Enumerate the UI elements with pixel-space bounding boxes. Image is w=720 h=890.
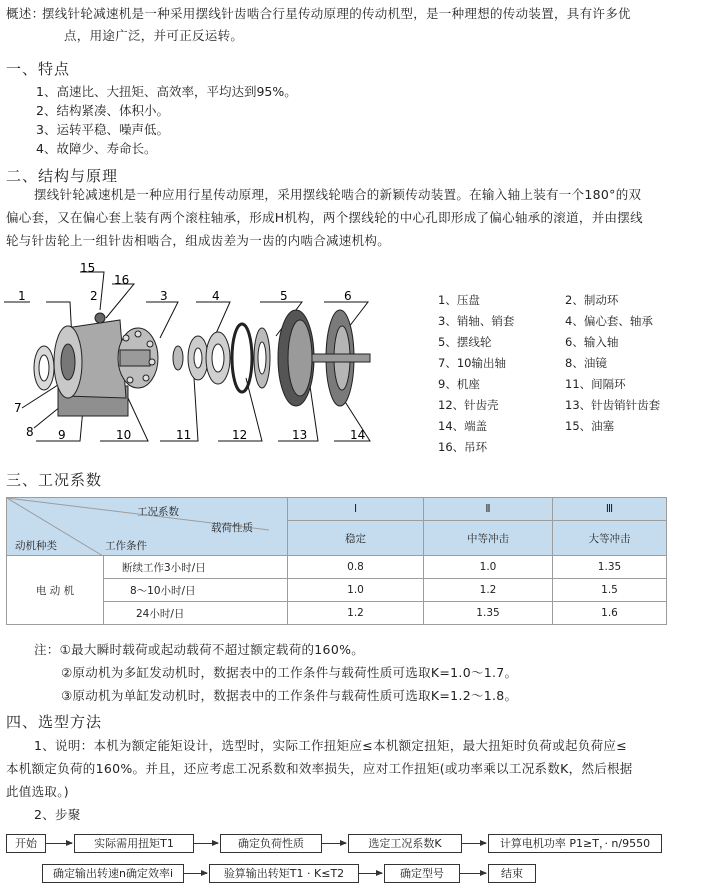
overview-line-1: 摆线针轮减速机是一种采用摆线针齿啮合行星传动原理的传动机型，是一种理想的传动装置，具有许多优 [42,6,631,21]
structure-line-1: 摆线针轮减速机是一种应用行星传动原理，采用摆线轮啮合的新颖传动装置。在输入轴上装有一个180°的双 [34,187,642,202]
col-desc-3: 大等冲击 [553,521,667,556]
flow-step-model: 确定型号 [384,864,460,883]
table-corner-header [7,498,288,556]
flow-arrow [45,843,72,844]
header-factor: 工况系数 [137,506,179,518]
part-item: 6、输入轴 [565,335,619,349]
flow-arrow [461,843,486,844]
flow-arrow [321,843,346,844]
selection-line-2: 本机额定负荷的160%。并且，还应考虑工况系数和效率损失，应对工作扭矩(或功率乘以工况系数K，然后根据 [6,761,633,776]
feature-item: 2、结构紧凑、体积小。 [36,103,169,118]
structure-heading: 二、结构与原理 [6,167,119,185]
flow-step-end: 结束 [488,864,536,883]
feature-item: 4、故障少、寿命长。 [36,141,157,156]
label-13: 13 [292,428,308,442]
part-item: 7、10输出轴 [438,356,506,370]
overview-line-2: 点，用途广泛，并可正反运转。 [64,28,244,43]
part-item: 2、制动环 [565,293,619,307]
note-3: ③原动机为单缸发动机时，数据表中的工作条件与载荷性质可选取K=1.2～1.8。 [61,688,518,703]
part-item: 9、机座 [438,377,480,391]
col-header-1: Ⅰ [288,498,424,521]
label-8: 8 [26,425,34,439]
label-5: 5 [280,289,288,303]
label-2: 2 [90,289,98,303]
part-item: 8、油镜 [565,356,607,370]
label-15: 15 [80,261,96,275]
value-cell: 1.6 [553,602,667,625]
value-cell: 1.35 [424,602,553,625]
part-item: 14、端盖 [438,419,488,433]
label-4: 4 [212,289,220,303]
reducer-exploded-diagram [0,258,390,448]
motor-cell: 电 动 机 [7,556,104,625]
note-2: ②原动机为多缸发动机时，数据表中的工作条件与载荷性质可选取K=1.0～1.7。 [61,665,518,680]
flow-arrow [193,843,218,844]
part-item: 5、摆线轮 [438,335,492,349]
value-cell: 1.2 [288,602,424,625]
conditions-heading: 三、工况系数 [6,471,103,489]
table-row [7,579,667,602]
part-item: 11、间隔环 [565,377,626,391]
steps-heading: 2、步聚 [34,807,81,822]
label-11: 11 [176,428,192,442]
cond-cell: 24小时/日 [104,602,288,625]
value-cell: 1.5 [553,579,667,602]
table-row [7,556,667,579]
flow-arrow [358,873,382,874]
feature-item: 1、高速比、大扭矩、高效率，平均达到95%。 [36,84,297,99]
label-16: 16 [114,273,130,287]
flow-step-load: 确定负荷性质 [220,834,322,853]
flow-arrow [183,873,207,874]
col-header-3: Ⅲ [553,498,667,521]
structure-line-2: 偏心套，又在偏心套上装有两个滚柱轴承，形成H机构，两个摆线轮的中心孔即形成了偏心轴承的滚道，并由摆线 [6,210,643,225]
note-1: 注：①最大瞬时载荷或起动载荷不超过额定载荷的160%。 [34,642,365,657]
label-7: 7 [14,401,22,415]
col-desc-1: 稳定 [288,521,424,556]
table-row [7,602,667,625]
flow-step-start: 开始 [6,834,46,853]
header-work: 工作条件 [105,540,147,552]
value-cell: 1.35 [553,556,667,579]
part-item: 15、油塞 [565,419,615,433]
flow-step-torque: 实际需用扭矩T1 [74,834,194,853]
value-cell: 0.8 [288,556,424,579]
label-6: 6 [344,289,352,303]
flow-step-power: 计算电机功率 P1≥T，· n/9550 [488,834,662,853]
selection-line-3: 此值选取。) [6,784,69,799]
part-item: 13、针齿销针齿套 [565,398,661,412]
flow-arrow [459,873,486,874]
header-motor: 动机种类 [15,540,57,552]
structure-line-3: 轮与针齿轮上一组针齿相啮合，组成齿差为一齿的内啮合减速机构。 [6,233,391,248]
part-item: 16、吊环 [438,440,488,454]
part-item: 3、销轴、销套 [438,314,515,328]
flow-step-speed: 确定输出转速n确定效率i [42,864,184,883]
overview-label: 概述： [6,6,45,21]
feature-item: 3、运转平稳、噪声低。 [36,122,169,137]
value-cell: 1.0 [424,556,553,579]
flow-step-check: 验算输出转矩T1 · K≤T2 [209,864,359,883]
selection-heading: 四、选型方法 [6,713,103,731]
flow-step-factor: 选定工况系数K [348,834,462,853]
value-cell: 1.0 [288,579,424,602]
selection-line-1: 1、说明：本机为额定能矩设计，选型时，实际工作扭矩应≤本机额定扭矩，最大扭矩时负荷或起负荷应≤ [34,738,628,753]
condition-factor-table [6,497,667,625]
label-3: 3 [160,289,168,303]
label-14: 14 [350,428,366,442]
label-12: 12 [232,428,248,442]
header-load: 载荷性质 [211,522,253,534]
label-9: 9 [58,428,66,442]
features-heading: 一、特点 [6,60,71,78]
label-10: 10 [116,428,132,442]
cond-cell: 断续工作3小时/日 [104,556,288,579]
part-item: 4、偏心套、轴承 [565,314,653,328]
value-cell: 1.2 [424,579,553,602]
col-header-2: Ⅱ [424,498,553,521]
cond-cell: 8～10小时/日 [104,579,288,602]
label-1: 1 [18,289,26,303]
part-item: 12、针齿壳 [438,398,499,412]
part-item: 1、压盘 [438,293,480,307]
col-desc-2: 中等冲击 [424,521,553,556]
